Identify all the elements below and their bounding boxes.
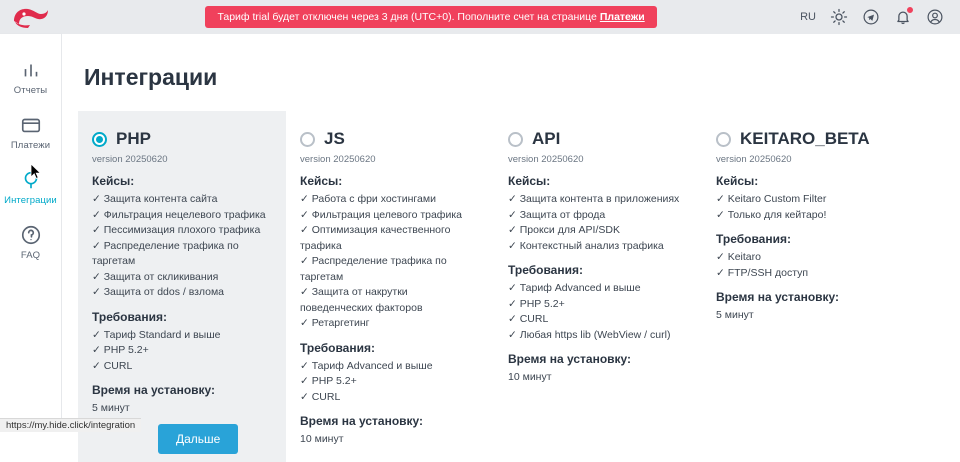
- language-switcher[interactable]: RU: [800, 11, 816, 23]
- list-item: ✓ PHP 5.2+: [92, 344, 149, 356]
- list-item: ✓ Защита контента сайта: [92, 193, 218, 205]
- sidebar-item-label: Платежи: [10, 140, 51, 151]
- integration-card-php[interactable]: [78, 111, 286, 462]
- list-item: ✓ Keitaro: [716, 251, 761, 263]
- list-item: ✓ Защита от накрутки поведенческих факторов: [300, 286, 423, 314]
- list-item: ✓ Защита от ddos / взлома: [92, 286, 225, 298]
- card-header: [716, 129, 896, 149]
- list-item: ✓ Пессимизация плохого трафика: [92, 224, 261, 236]
- cases-label: Кейсы:: [508, 174, 551, 188]
- notification-badge: [906, 6, 914, 14]
- sun-icon[interactable]: [830, 8, 848, 26]
- cases-label: Кейсы:: [92, 174, 135, 188]
- sidebar-item-label: Интеграции: [4, 195, 57, 206]
- list-item: ✓ FTP/SSH доступ: [716, 266, 809, 279]
- list-item: ✓ Фильтрация нецелевого трафика: [92, 208, 266, 221]
- wallet-icon: [20, 114, 42, 136]
- cases-label: Кейсы:: [300, 174, 343, 188]
- card-version: version 20250620: [300, 154, 376, 165]
- install-time-label: Время на установку:: [300, 414, 424, 428]
- list-item: ✓ Контекстный анализ трафика: [508, 239, 664, 252]
- trial-alert-banner: [205, 6, 656, 28]
- radio-button-php[interactable]: [92, 132, 107, 147]
- list-item: ✓ Только для кейтаро!: [716, 208, 827, 221]
- list-item: ✓ CURL: [300, 390, 341, 403]
- list-item: ✓ Распределение трафика по таргетам: [92, 239, 239, 267]
- list-item: ✓ Keitaro Custom Filter: [716, 193, 827, 205]
- sidebar-item-platezhi[interactable]: [0, 103, 62, 158]
- sidebar-item-label: FAQ: [20, 250, 41, 261]
- topbar-actions: [800, 8, 960, 26]
- requirements-list: [716, 250, 896, 281]
- list-item: ✓ Оптимизация качественного трафика: [300, 224, 451, 252]
- telegram-icon[interactable]: [862, 8, 880, 26]
- card-title: JS: [324, 129, 345, 148]
- install-time-value: 5 минут: [716, 309, 754, 321]
- radio-button-keitaro-beta[interactable]: [716, 132, 731, 147]
- card-title: API: [532, 129, 561, 148]
- account-icon[interactable]: [926, 8, 944, 26]
- brand-logo-icon: [12, 5, 50, 29]
- requirements-label: Требования:: [300, 340, 375, 355]
- sidebar: [0, 0, 62, 432]
- cases-list: [508, 192, 688, 254]
- list-item: ✓ Тариф Standard и выше: [92, 328, 221, 341]
- install-time-label: Время на установку:: [716, 290, 840, 304]
- topbar: [62, 0, 960, 34]
- alert-text: Тариф trial будет отключен через 3 дня (UTC+0). Пополните счет на странице: [217, 11, 597, 23]
- list-item: ✓ Распределение трафика по таргетам: [300, 255, 447, 283]
- card-header: [508, 129, 688, 149]
- sidebar-item-label: Отчеты: [13, 85, 48, 96]
- integration-card-js[interactable]: [286, 111, 494, 462]
- integration-card-api[interactable]: [494, 111, 702, 462]
- cases-list: [716, 192, 896, 223]
- plug-icon: [20, 169, 42, 191]
- list-item: ✓ Любая https lib (WebView / curl): [508, 328, 671, 341]
- requirements-list: [300, 359, 480, 406]
- card-version: version 20250620: [716, 154, 792, 165]
- card-header: [92, 129, 272, 149]
- list-item: ✓ Прокси для API/SDK: [508, 224, 620, 236]
- question-circle-icon: [20, 224, 42, 246]
- logo[interactable]: [0, 0, 62, 34]
- install-time-value: 10 минут: [508, 371, 552, 383]
- status-bar: [0, 418, 141, 432]
- radio-button-api[interactable]: [508, 132, 523, 147]
- sidebar-item-otchety[interactable]: [0, 48, 62, 103]
- card-title: KEITARO_BETA: [740, 129, 870, 148]
- requirements-list: [508, 281, 688, 343]
- list-item: ✓ CURL: [508, 313, 549, 325]
- card-version: version 20250620: [508, 154, 584, 165]
- list-item: ✓ Тариф Advanced и выше: [508, 282, 641, 294]
- requirements-list: [92, 328, 272, 375]
- install-time-value: 10 минут: [300, 433, 344, 445]
- bar-chart-icon: [20, 59, 42, 81]
- integration-card-keitaro-beta[interactable]: [702, 111, 910, 462]
- list-item: ✓ Тариф Advanced и выше: [300, 359, 433, 372]
- list-item: ✓ Фильтрация целевого трафика: [300, 208, 462, 221]
- sidebar-item-faq[interactable]: [0, 213, 62, 268]
- page-title: Интеграции: [84, 64, 218, 90]
- install-time-value: 5 минут: [92, 402, 130, 414]
- next-button[interactable]: Дальше: [158, 424, 238, 454]
- list-item: ✓ PHP 5.2+: [508, 297, 565, 310]
- card-title: PHP: [116, 129, 151, 148]
- bell-icon[interactable]: [894, 8, 912, 26]
- install-time-label: Время на установку:: [92, 383, 216, 397]
- sidebar-item-integracii[interactable]: [0, 158, 62, 213]
- list-item: ✓ Защита от фрода: [508, 208, 606, 221]
- integration-cards: [62, 111, 960, 462]
- alert-payments-link[interactable]: Платежи: [599, 11, 645, 23]
- radio-button-js[interactable]: [300, 132, 315, 147]
- requirements-label: Требования:: [508, 263, 583, 277]
- list-item: ✓ Защита от скликивания: [92, 270, 219, 283]
- list-item: ✓ PHP 5.2+: [300, 375, 357, 387]
- list-item: ✓ Защита контента в приложениях: [508, 193, 680, 205]
- list-item: ✓ CURL: [92, 359, 133, 372]
- cases-label: Кейсы:: [716, 174, 759, 188]
- status-url: https://my.hide.click/integration: [6, 420, 136, 431]
- list-item: ✓ Ретаргетинг: [300, 317, 370, 329]
- requirements-label: Требования:: [716, 232, 791, 246]
- cases-list: [300, 192, 480, 332]
- cases-list: [92, 192, 272, 301]
- main-content: [62, 34, 960, 446]
- list-item: ✓ Работа с фри хостингами: [300, 193, 436, 205]
- card-version: version 20250620: [92, 154, 168, 165]
- requirements-label: Требования:: [92, 309, 167, 324]
- install-time-label: Время на установку:: [508, 352, 632, 366]
- card-header: [300, 129, 480, 149]
